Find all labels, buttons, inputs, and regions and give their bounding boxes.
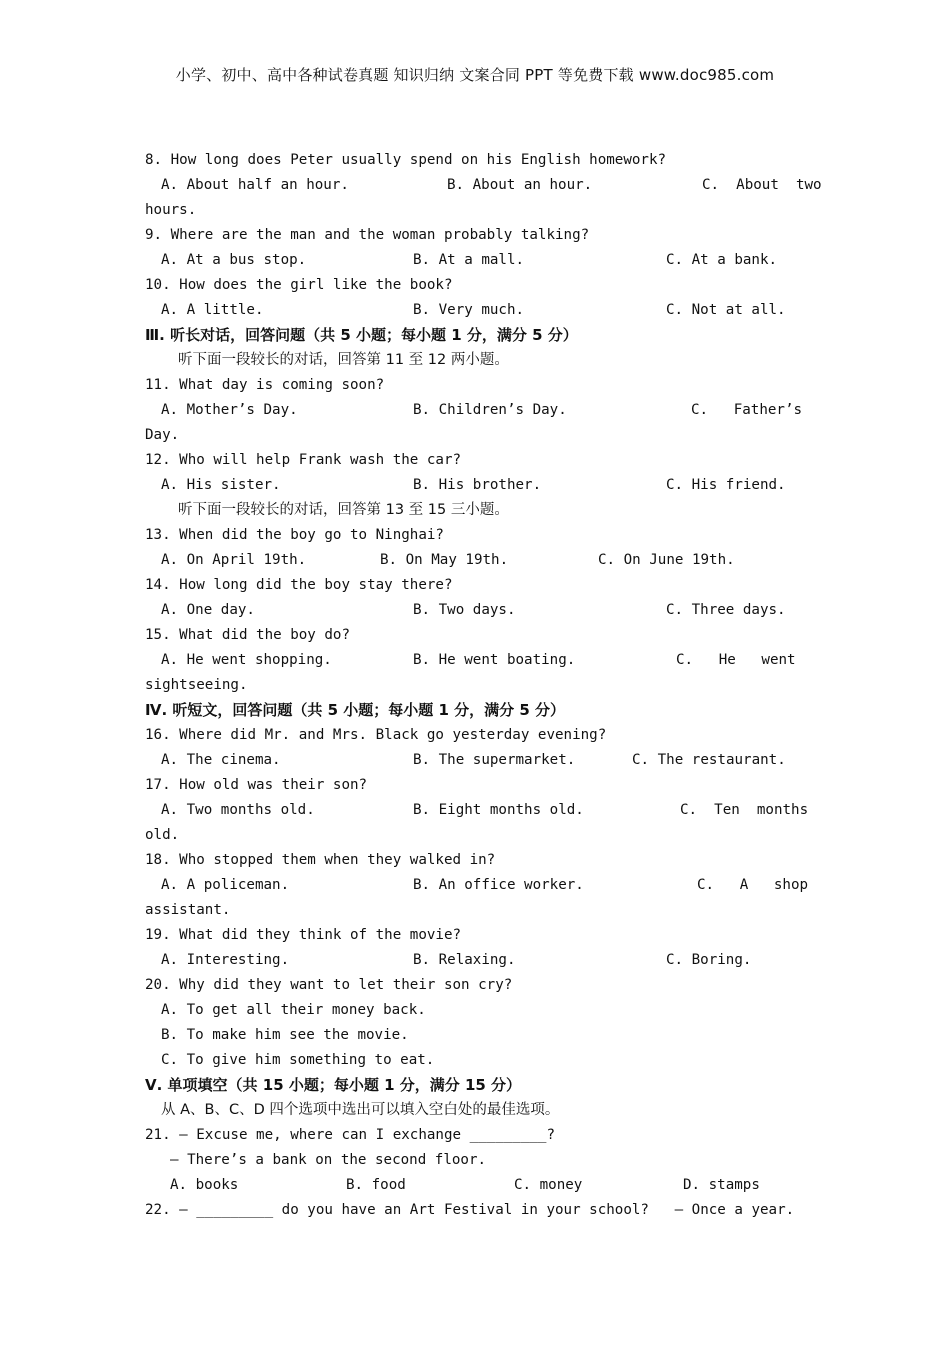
- option-a: A. Mother’s Day.: [161, 402, 298, 418]
- options-12: [145, 473, 807, 498]
- option-b: B. food: [346, 1177, 406, 1193]
- option-c: C. On June 19th.: [598, 552, 735, 568]
- option-b: B. The supermarket.: [413, 752, 576, 768]
- option-a: A. His sister.: [161, 477, 281, 493]
- question-12: 12. Who will help Frank wash the car?: [145, 452, 462, 468]
- exam-content: [145, 148, 822, 1223]
- section-3-instruction-2: 听下面一段较长的对话，回答第 13 至 15 三小题。: [178, 502, 509, 518]
- option-c: C. His friend.: [666, 477, 786, 493]
- option-c: C. To give him something to eat.: [161, 1052, 435, 1068]
- option-c-continued: hours.: [145, 202, 197, 218]
- question-21-reply: — There’s a bank on the second floor.: [170, 1152, 487, 1168]
- option-a: A. The cinema.: [161, 752, 281, 768]
- option-c: C. A shop: [697, 877, 809, 893]
- option-a: A. At a bus stop.: [161, 252, 307, 268]
- option-a: A. A policeman.: [161, 877, 290, 893]
- option-c: C. The restaurant.: [632, 752, 786, 768]
- option-c-continued: assistant.: [145, 902, 231, 918]
- option-b: B. Eight months old.: [413, 802, 584, 818]
- option-a: A. He went shopping.: [161, 652, 332, 668]
- options-8: [145, 173, 822, 198]
- option-a: A. A little.: [161, 302, 264, 318]
- options-17: [145, 798, 807, 823]
- question-9: 9. Where are the man and the woman probably talking?: [145, 227, 590, 243]
- options-10: [145, 298, 807, 323]
- question-21: 21. — Excuse me, where can I exchange _________?: [145, 1127, 555, 1143]
- options-9: [145, 248, 807, 273]
- option-b: B. Very much.: [413, 302, 525, 318]
- option-c: C. Ten months: [680, 802, 809, 818]
- option-a: A. About half an hour.: [161, 177, 349, 193]
- option-c: C. Not at all.: [666, 302, 786, 318]
- option-b: B. Relaxing.: [413, 952, 516, 968]
- options-19: [145, 948, 807, 973]
- section-5-title: Ⅴ. 单项填空（共 15 小题；每小题 1 分，满分 15 分）: [145, 1076, 522, 1094]
- options-14: [145, 598, 807, 623]
- option-b: B. To make him see the movie.: [161, 1027, 409, 1043]
- option-a: A. Two months old.: [161, 802, 315, 818]
- option-a: A. One day.: [161, 602, 255, 618]
- options-16: [145, 748, 807, 773]
- section-3-instruction-1: 听下面一段较长的对话，回答第 11 至 12 两小题。: [178, 352, 509, 368]
- option-c: C. money: [514, 1177, 583, 1193]
- option-a: A. Interesting.: [161, 952, 290, 968]
- options-15: [145, 648, 807, 673]
- option-a: A. On April 19th.: [161, 552, 307, 568]
- section-4-title: Ⅳ. 听短文，回答问题（共 5 小题；每小题 1 分，满分 5 分）: [145, 701, 566, 719]
- question-20: 20. Why did they want to let their son cry?: [145, 977, 513, 993]
- question-16: 16. Where did Mr. and Mrs. Black go yesterday evening?: [145, 727, 607, 743]
- option-b: B. He went boating.: [413, 652, 576, 668]
- question-18: 18. Who stopped them when they walked in?: [145, 852, 496, 868]
- question-8: 8. How long does Peter usually spend on his English homework?: [145, 152, 667, 168]
- option-b: B. Two days.: [413, 602, 516, 618]
- option-b: B. An office worker.: [413, 877, 584, 893]
- option-c-continued: sightseeing.: [145, 677, 248, 693]
- option-b: B. About an hour.: [447, 177, 593, 193]
- question-14: 14. How long did the boy stay there?: [145, 577, 453, 593]
- options-18: [145, 873, 807, 898]
- option-b: B. His brother.: [413, 477, 542, 493]
- options-11: [145, 398, 807, 423]
- option-a: A. To get all their money back.: [161, 1002, 426, 1018]
- option-c-continued: old.: [145, 827, 180, 843]
- option-c: C. Three days.: [666, 602, 786, 618]
- question-19: 19. What did they think of the movie?: [145, 927, 462, 943]
- question-11: 11. What day is coming soon?: [145, 377, 385, 393]
- section-3-title: Ⅲ. 听长对话，回答问题（共 5 小题；每小题 1 分，满分 5 分）: [145, 326, 578, 344]
- section-5-instruction: 从 A、B、C、D 四个选项中选出可以填入空白处的最佳选项。: [161, 1102, 560, 1118]
- question-15: 15. What did the boy do?: [145, 627, 350, 643]
- question-17: 17. How old was their son?: [145, 777, 368, 793]
- option-a: A. books: [170, 1177, 239, 1193]
- option-c: C. He went: [676, 652, 796, 668]
- header-banner: 小学、初中、高中各种试卷真题 知识归纳 文案合同 PPT 等免费下载 www.doc985.com: [175, 66, 775, 84]
- option-c: C. Boring.: [666, 952, 752, 968]
- option-c-continued: Day.: [145, 427, 180, 443]
- option-c: C. At a bank.: [666, 252, 778, 268]
- option-b: B. Children’s Day.: [413, 402, 567, 418]
- option-c: C. About two: [702, 177, 822, 193]
- question-10: 10. How does the girl like the book?: [145, 277, 453, 293]
- option-c: C. Father’s: [691, 402, 803, 418]
- option-b: B. On May 19th.: [380, 552, 509, 568]
- question-13: 13. When did the boy go to Ninghai?: [145, 527, 444, 543]
- option-d: D. stamps: [683, 1177, 760, 1193]
- option-b: B. At a mall.: [413, 252, 525, 268]
- options-13: [145, 548, 807, 573]
- question-22: 22. — _________ do you have an Art Festival in your school? — Once a year.: [145, 1202, 795, 1218]
- options-21: [145, 1173, 807, 1198]
